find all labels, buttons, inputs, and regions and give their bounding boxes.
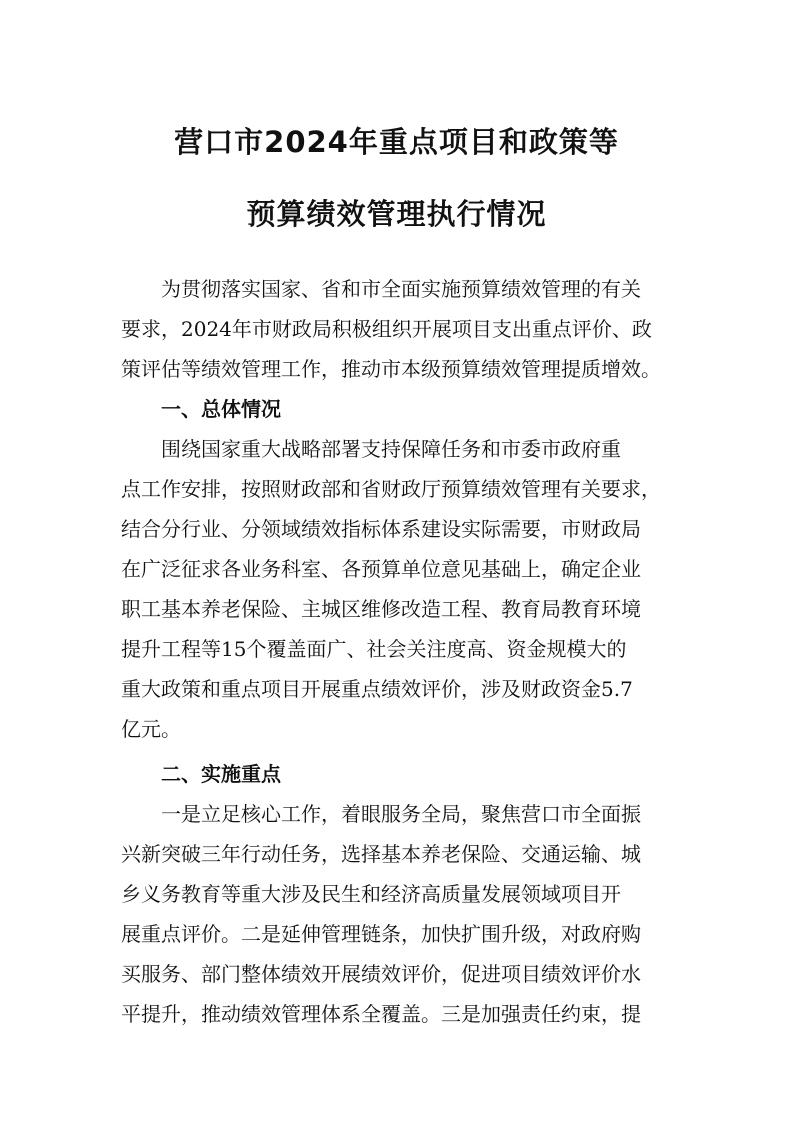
paragraph-overview-line-5: 职工基本养老保险、主城区维修改造工程、教育局教育环境 [121,597,641,621]
document-title-line-2: 预算绩效管理执行情况 [246,197,547,231]
paragraph-intro-line-1: 为贯彻落实国家、省和市全面实施预算绩效管理的有关 [161,277,641,301]
paragraph-overview-line-8: 亿元。 [121,717,181,741]
paragraph-overview-line-7: 重大政策和重点项目开展重点绩效评价，涉及财政资金5.7 [121,677,633,701]
paragraph-overview-line-3: 结合分行业、分领域绩效指标体系建设实际需要，市财政局 [121,517,641,541]
paragraph-key-points-line-6: 平提升，推动绩效管理体系全覆盖。三是加强责任约束，提 [121,1002,641,1026]
paragraph-overview-line-4: 在广泛征求各业务科室、各预算单位意见基础上，确定企业 [121,557,641,581]
document-title-line-1: 营口市2024年重点项目和政策等 [174,125,619,159]
paragraph-key-points-line-1: 一是立足核心工作，着眼服务全局，聚焦营口市全面振 [161,802,641,826]
section-heading-overview: 一、总体情况 [161,397,281,421]
paragraph-key-points-line-4: 展重点评价。二是延伸管理链条，加快扩围升级，对政府购 [121,922,641,946]
section-heading-key-points: 二、实施重点 [161,762,281,786]
paragraph-intro-line-2: 要求，2024年市财政局积极组织开展项目支出重点评价、政 [121,317,652,341]
paragraph-key-points-line-5: 买服务、部门整体绩效开展绩效评价，促进项目绩效评价水 [121,962,641,986]
paragraph-intro-line-3: 策评估等绩效管理工作，推动市本级预算绩效管理提质增效。 [121,357,661,381]
paragraph-overview-line-2: 点工作安排，按照财政部和省财政厅预算绩效管理有关要求， [121,477,661,501]
paragraph-overview-line-6: 提升工程等15个覆盖面广、社会关注度高、资金规模大的 [121,637,627,661]
paragraph-key-points-line-2: 兴新突破三年行动任务，选择基本养老保险、交通运输、城 [121,842,641,866]
paragraph-overview-line-1: 围绕国家重大战略部署支持保障任务和市委市政府重 [161,437,621,461]
paragraph-key-points-line-3: 乡义务教育等重大涉及民生和经济高质量发展领域项目开 [121,882,621,906]
